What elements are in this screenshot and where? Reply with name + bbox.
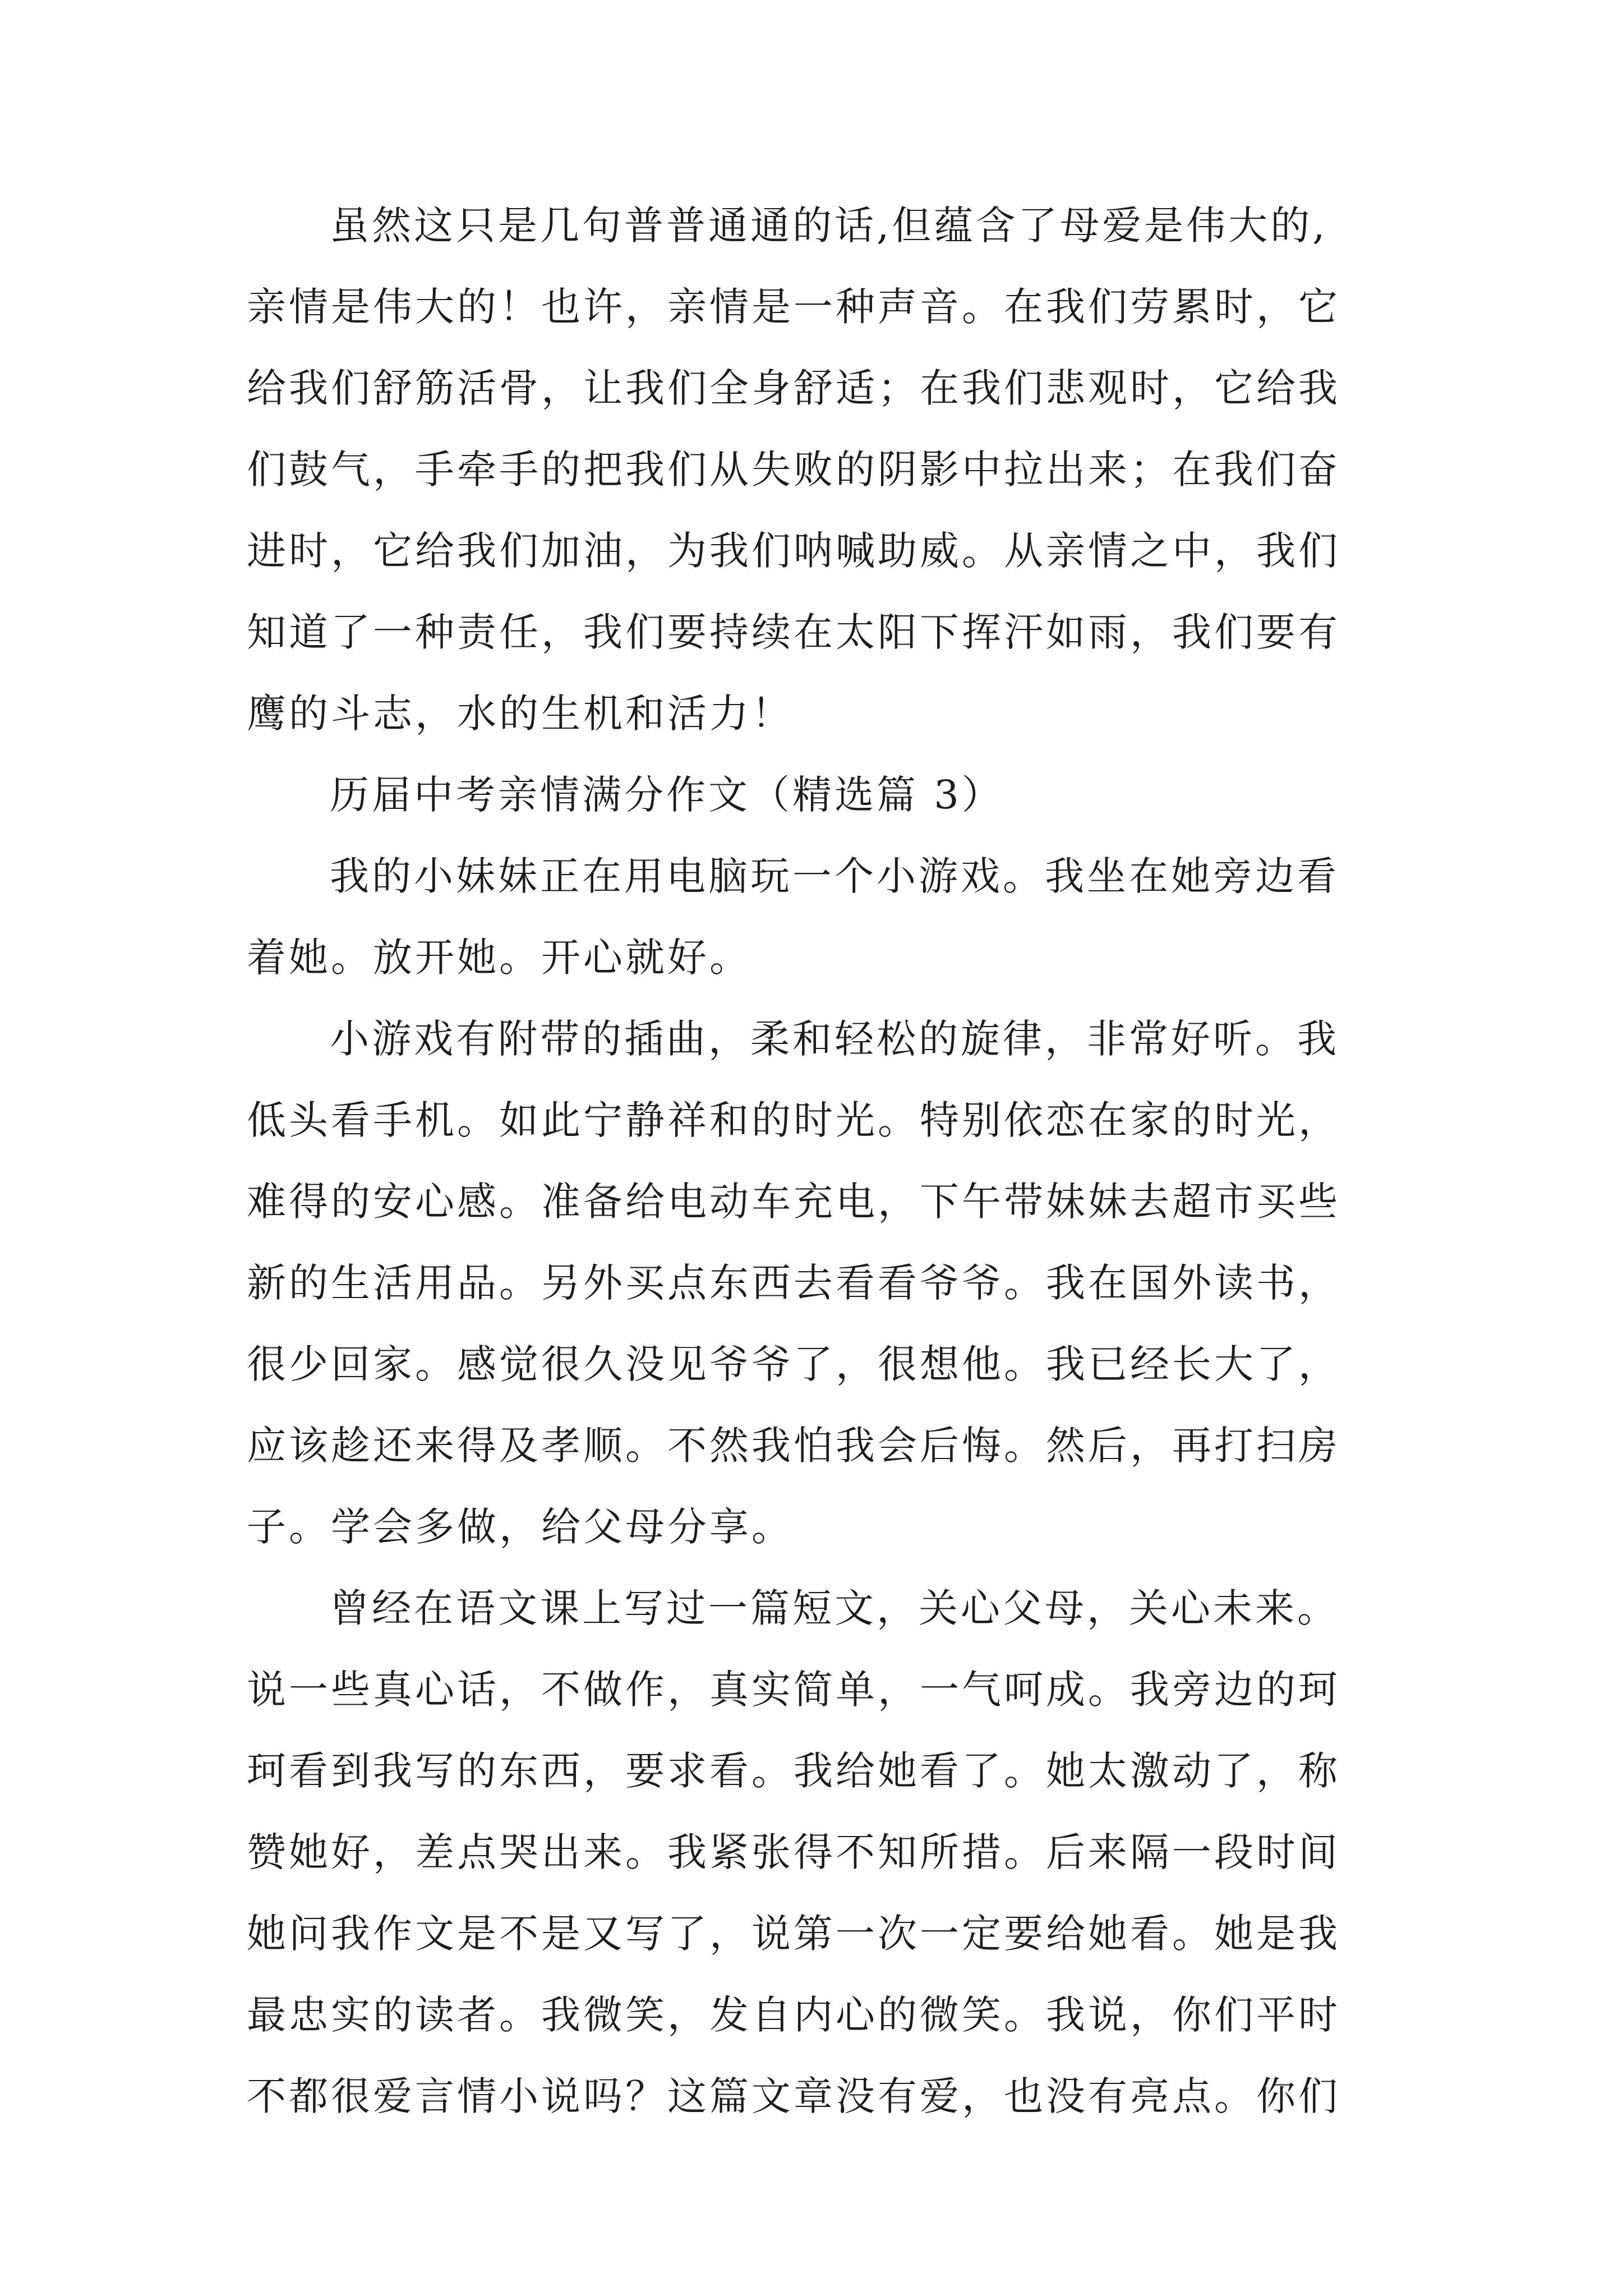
paragraph-line: 最忠实的读者。我微笑，发自内心的微笑。我说，你们平时 bbox=[247, 1992, 1340, 2038]
paragraph-line: 低头看手机。如此宁静祥和的时光。特别依恋在家的时光， bbox=[247, 1097, 1340, 1143]
paragraph-line: 她问我作文是不是又写了，说第一次一定要给她看。她是我 bbox=[247, 1911, 1340, 1957]
paragraph-line: 我的小妹妹正在用电脑玩一个小游戏。我坐在她旁边看 bbox=[330, 853, 1339, 899]
paragraph-line: 虽然这只是几句普普通通的话,但蕴含了母爱是伟大的, bbox=[330, 203, 1328, 249]
paragraph-line: 知道了一种责任，我们要持续在太阳下挥汗如雨，我们要有 bbox=[247, 609, 1340, 655]
paragraph-line: 亲情是伟大的！也许，亲情是一种声音。在我们劳累时，它 bbox=[247, 284, 1340, 330]
paragraph-line: 不都很爱言情小说吗？这篇文章没有爱，也没有亮点。你们 bbox=[247, 2073, 1340, 2119]
paragraph-line: 给我们舒筋活骨，让我们全身舒适；在我们悲观时，它给我 bbox=[247, 365, 1340, 411]
paragraph-line: 鹰的斗志，水的生机和活力！ bbox=[247, 691, 794, 737]
paragraph-line: 小游戏有附带的插曲，柔和轻松的旋律，非常好听。我 bbox=[330, 1016, 1339, 1062]
paragraph-line: 赞她好，差点哭出来。我紧张得不知所措。后来隔一段时间 bbox=[247, 1829, 1340, 1875]
paragraph-line: 难得的安心感。准备给电动车充电，下午带妹妹去超市买些 bbox=[247, 1179, 1340, 1225]
paragraph-line: 着她。放开她。开心就好。 bbox=[247, 935, 751, 981]
paragraph-line: 说一些真心话，不做作，真实简单，一气呵成。我旁边的珂 bbox=[247, 1667, 1340, 1713]
section-heading: 历届中考亲情满分作文（精选篇 3） bbox=[330, 772, 1004, 818]
paragraph-line: 子。学会多做，给父母分享。 bbox=[247, 1504, 794, 1550]
document-body bbox=[247, 185, 1385, 2137]
paragraph-line: 新的生活用品。另外买点东西去看看爷爷。我在国外读书， bbox=[247, 1260, 1340, 1306]
paragraph-line: 进时，它给我们加油，为我们呐喊助威。从亲情之中，我们 bbox=[247, 528, 1340, 574]
paragraph-line: 曾经在语文课上写过一篇短文，关心父母，关心未来。 bbox=[330, 1585, 1339, 1631]
paragraph-line: 很少回家。感觉很久没见爷爷了，很想他。我已经长大了， bbox=[247, 1341, 1340, 1387]
paragraph-line: 们鼓气，手牵手的把我们从失败的阴影中拉出来；在我们奋 bbox=[247, 447, 1340, 493]
paragraph-line: 应该趁还来得及孝顺。不然我怕我会后悔。然后，再打扫房 bbox=[247, 1423, 1340, 1469]
paragraph-line: 珂看到我写的东西，要求看。我给她看了。她太激动了，称 bbox=[247, 1748, 1340, 1794]
